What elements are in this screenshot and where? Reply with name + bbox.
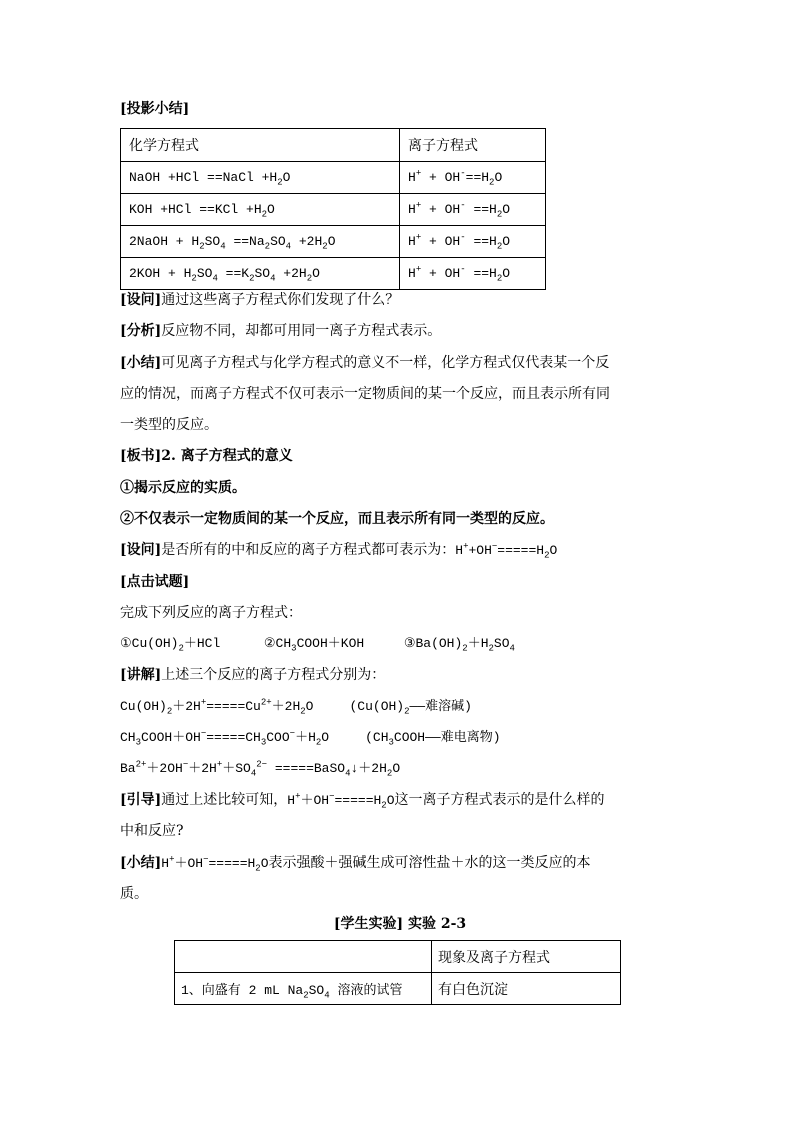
equation-table bbox=[120, 128, 546, 290]
question-line-2: [设问]是否所有的中和反应的离子方程式都可表示为：$H^++OH^-=====H_2O$ bbox=[120, 541, 558, 561]
summary-line-1: [小结]可见离子方程式与化学方程式的意义不一样，化学方程式仅代表某一个反 bbox=[120, 355, 610, 371]
summary-line-2: 应的情况，而离子方程式不仅可表示一定物质间的某一个反应，而且表示所有同 bbox=[120, 386, 610, 402]
chem-eq-cell: 2NaOH + $H_2SO_4 ==Na_2SO_4 +2H_2O$ bbox=[121, 226, 400, 258]
experiment-caption: [学生实验] 实验 2-3 bbox=[333, 916, 467, 932]
chem-eq-cell: $2KOH + H_2SO_4 ==K_2SO_4 +2H_2O$ bbox=[121, 258, 400, 290]
analysis-line: [分析]反应物不同，却都可用同一离子方程式表示。 bbox=[120, 323, 442, 339]
ion-eq-cell: $H^+ + OH^- ==H_2O$ bbox=[400, 226, 546, 258]
summary2-line-2: 质。 bbox=[120, 886, 148, 902]
exercise-heading: [点击试题] bbox=[120, 574, 190, 590]
explain-line: [讲解]上述三个反应的离子方程式分别为： bbox=[120, 667, 386, 683]
ionic-equation-3: $Ba^{2+}+2OH^-+2H^++SO_4^{2-}$ $=====BaSO_4↓+2H_2O$ bbox=[120, 759, 401, 779]
header-phenomenon: 现象及离子方程式 bbox=[432, 941, 621, 973]
ionic-equation-1: $Cu(OH)_2+2H^+=====Cu^{2+}+2H_2O$ ($Cu(OH)_2——$难溶碱) bbox=[120, 697, 472, 717]
table-row bbox=[121, 162, 546, 194]
exercise-prompt: 完成下列反应的离子方程式： bbox=[120, 605, 302, 621]
table-row bbox=[175, 973, 621, 1005]
exercise-item-1: $①Cu(OH)_2+HCl$ bbox=[120, 636, 221, 654]
summary2-line-1: [小结]$H^++OH^-=====H_2O$表示强酸＋强碱生成可溶性盐＋水的这一类反应的本 bbox=[120, 854, 591, 874]
header-blank-cell bbox=[175, 941, 432, 973]
exercise-item-3: $③Ba(OH)_2+H_2SO_4$ bbox=[403, 636, 515, 654]
question-line-1: [设问]通过这些离子方程式你们发现了什么？ bbox=[120, 292, 400, 308]
table-row bbox=[121, 226, 546, 258]
experiment-result-cell: 有白色沉淀 bbox=[432, 973, 621, 1005]
exercise-item-2: $②CH_3COOH+KOH$ bbox=[263, 636, 365, 654]
experiment-step-cell: 1、向盛有 2 mL $Na_2SO_4$ 溶液的试管 bbox=[175, 973, 432, 1005]
guide-line-2: 中和反应? bbox=[120, 823, 184, 839]
point-1: ①揭示反应的实质。 bbox=[120, 480, 246, 496]
table-header-row bbox=[175, 941, 621, 973]
point-2: ②不仅表示一定物质间的某一个反应，而且表示所有同一类型的反应。 bbox=[120, 511, 554, 527]
ion-eq-cell: $H^+ + OH^-==H_2O$ bbox=[400, 162, 546, 194]
experiment-table bbox=[174, 940, 621, 1005]
table-header-row bbox=[121, 129, 546, 162]
exercise-items bbox=[120, 633, 515, 655]
projection-heading: [投影小结] bbox=[120, 101, 190, 117]
equation-2-note: ($CH_3COOH——$难电离物) bbox=[365, 730, 501, 748]
chem-eq-cell: KOH $+HCl ==KCl +H_2O$ bbox=[121, 194, 400, 226]
ion-eq-cell: $H^+ + OH^- ==H_2O$ bbox=[400, 258, 546, 290]
table-row bbox=[121, 194, 546, 226]
summary-line-3: 一类型的反应。 bbox=[120, 417, 218, 433]
header-chemical-equation: 化学方程式 bbox=[121, 129, 400, 162]
ion-eq-cell: $H^+ + OH^- ==H_2O$ bbox=[400, 194, 546, 226]
ionic-equation-2: $CH_3COOH+OH^-=====CH_3COO^-+H_2O$ ($CH_3COOH——$难电离物) bbox=[120, 728, 501, 748]
guide-line-1: [引导]通过上述比较可知，$H^++OH^-=====H_2O$这一离子方程式表示的是什么样的 bbox=[120, 791, 605, 811]
chem-eq-cell: NaOH +HCl ==NaCl $+H_2O$ bbox=[121, 162, 400, 194]
table-row bbox=[121, 258, 546, 290]
header-ionic-equation: 离子方程式 bbox=[400, 129, 546, 162]
equation-1-note: ($Cu(OH)_2——$难溶碱) bbox=[349, 699, 472, 717]
board-heading: [板书]2. 离子方程式的意义 bbox=[120, 448, 293, 464]
